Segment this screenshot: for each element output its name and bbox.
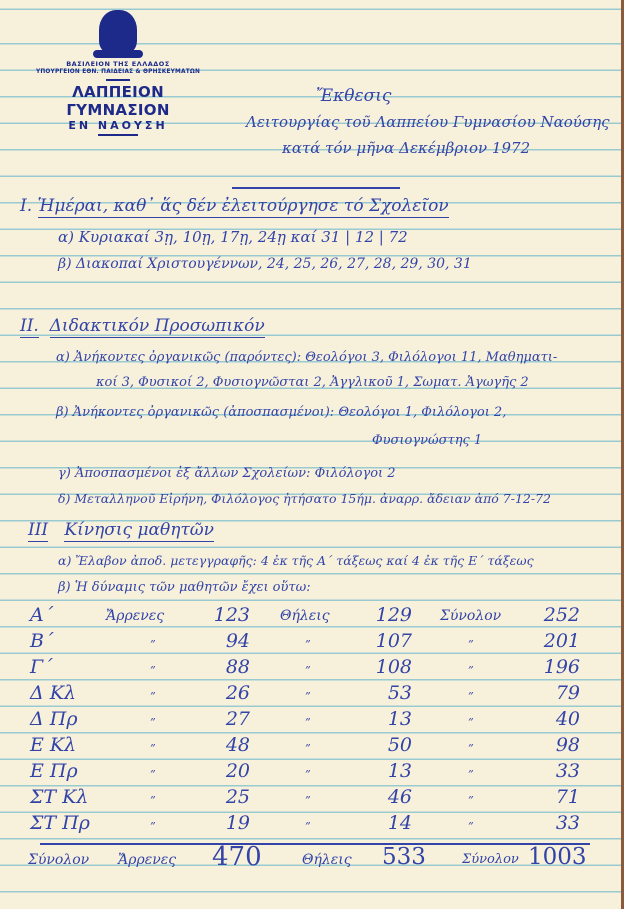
table-cell-total: 196 [543, 656, 580, 678]
letterhead-kingdom: ΒΑΣΙΛΕΙΟΝ ΤΗΣ ΕΛΛΑΔΟΣ [66, 60, 170, 68]
section1-number: I. [20, 196, 33, 216]
ditto-mark: ” [468, 742, 474, 755]
table-cell-total: 79 [555, 682, 580, 704]
totals-girls: 533 [382, 844, 426, 870]
table-cell-boys: 94 [225, 630, 250, 652]
total-label: Σύνολον [440, 608, 502, 624]
ditto-mark: ” [150, 794, 156, 807]
ditto-mark: ” [305, 716, 311, 729]
ditto-mark: ” [305, 794, 311, 807]
section2-title: Διδακτικόν Προσωπικόν [49, 316, 265, 336]
table-cell-total: 201 [543, 630, 580, 652]
letterhead [18, 6, 218, 136]
table-cell-girls: 108 [375, 656, 412, 678]
table-row-class: Γ΄ [30, 656, 53, 678]
totals-boys: 470 [212, 842, 262, 872]
section3-number: III [28, 520, 49, 540]
report-period: κατά τόν μῆνα Δεκέμβριον 1972 [282, 139, 531, 157]
section2-heading [20, 316, 265, 336]
ditto-mark: ” [468, 820, 474, 833]
table-cell-boys: 27 [225, 708, 250, 730]
totals-total-label: Σύνολον [462, 852, 519, 867]
section3-title: Κίνησις μαθητῶν [64, 520, 215, 540]
totals-total: 1003 [528, 844, 587, 870]
section2-item-a-line1: α) Ἀνήκοντες ὀργανικῶς (παρόντες): Θεολόγοι 3, Φιλόλογοι 11, Μαθηματι- [56, 350, 558, 365]
table-cell-boys: 123 [213, 604, 250, 626]
table-cell-girls: 50 [387, 734, 412, 756]
ditto-mark: ” [468, 794, 474, 807]
ditto-mark: ” [468, 664, 474, 677]
table-cell-girls: 129 [375, 604, 412, 626]
section2-item-a-line2: κοί 3, Φυσικοί 2, Φυσιογνῶσται 2, Ἀγγλικοῦ 1, Σωματ. Ἀγωγῆς 2 [96, 375, 529, 390]
table-cell-girls: 13 [387, 708, 412, 730]
table-cell-total: 252 [543, 604, 580, 626]
totals-divider [40, 843, 590, 845]
ditto-mark: ” [468, 768, 474, 781]
report-subtitle: Λειτουργίας τοῦ Λαππείου Γυμνασίου Ναούσης [246, 113, 610, 131]
ditto-mark: ” [150, 638, 156, 651]
section3-item-a: α) Ἔλαβον ἀποδ. μετεγγραφῆς: 4 ἐκ τῆς Α΄ τάξεως καί 4 ἐκ τῆς Ε΄ τάξεως [58, 553, 534, 568]
section1-item-b: β) Διακοπαί Χριστουγέννων, 24, 25, 26, 27, 28, 29, 30, 31 [58, 256, 472, 272]
totals-label: Σύνολον [28, 852, 90, 868]
table-cell-boys: 26 [225, 682, 250, 704]
title-divider [232, 187, 400, 189]
table-cell-total: 33 [555, 760, 580, 782]
section2-item-b-line2: Φυσιογνώστης 1 [372, 433, 483, 448]
table-cell-girls: 46 [387, 786, 412, 808]
ditto-mark: ” [150, 768, 156, 781]
table-row-class: Β΄ [30, 630, 54, 652]
table-cell-boys: 19 [225, 812, 250, 834]
ditto-mark: ” [305, 742, 311, 755]
section3-heading [28, 520, 214, 540]
letterhead-divider [106, 79, 130, 81]
table-cell-boys: 48 [225, 734, 250, 756]
section2-number: II. [20, 316, 39, 336]
table-cell-girls: 14 [387, 812, 412, 834]
letterhead-school: ΛΑΠΠΕΙΟΝ ΓΥΜΝΑΣΙΟΝ [66, 83, 170, 119]
ditto-mark: ” [150, 716, 156, 729]
ditto-mark: ” [150, 664, 156, 677]
letterhead-town-divider [98, 134, 138, 136]
table-cell-total: 40 [555, 708, 580, 730]
totals-boys-label: Ἄρρενες [118, 852, 177, 868]
table-cell-boys: 88 [225, 656, 250, 678]
table-row-class: Δ Πρ [30, 708, 78, 730]
ditto-mark: ” [305, 820, 311, 833]
ditto-mark: ” [305, 638, 311, 651]
section3-item-b: β) Ἡ δύναμις τῶν μαθητῶν ἔχει οὕτω: [58, 580, 311, 595]
section2-item-c: γ) Ἀποσπασμένοι ἐξ ἄλλων Σχολείων: Φιλόλογοι 2 [58, 466, 396, 481]
letterhead-ministry: ΥΠΟΥΡΓΕΙΟΝ ΕΘΝ. ΠΑΙΔΕΙΑΣ & ΘΡΗΣΚΕΥΜΑΤΩΝ [35, 69, 201, 75]
table-cell-girls: 107 [375, 630, 412, 652]
table-cell-total: 71 [555, 786, 580, 808]
totals-girls-label: Θήλεις [302, 852, 352, 868]
section2-item-d: δ) Μεταλληνοῦ Εἰρήνη, Φιλόλογος ἠτήσατο 15ήμ. ἀναρρ. ἄδειαν ἀπό 7-12-72 [58, 491, 552, 506]
ditto-mark: ” [305, 768, 311, 781]
ditto-mark: ” [305, 690, 311, 703]
ditto-mark: ” [468, 690, 474, 703]
ditto-mark: ” [468, 638, 474, 651]
table-row-class: ΣΤ Κλ [30, 786, 89, 808]
ditto-mark: ” [150, 820, 156, 833]
table-cell-total: 33 [555, 812, 580, 834]
table-row-class: ΣΤ Πρ [30, 812, 90, 834]
section1-item-a: α) Κυριακαί 3ῃ, 10ῃ, 17ῃ, 24ῃ καί 31 | 12 | 72 [58, 228, 408, 246]
table-cell-total: 98 [555, 734, 580, 756]
ditto-mark: ” [150, 690, 156, 703]
table-row-class: Ε Πρ [30, 760, 78, 782]
report-title: Ἔκθεσις [316, 86, 392, 106]
table-row-class: Α΄ [30, 604, 54, 626]
table-row-class: Ε Κλ [30, 734, 77, 756]
section1-heading [20, 196, 449, 216]
table-cell-boys: 25 [225, 786, 250, 808]
ditto-mark: ” [150, 742, 156, 755]
table-cell-girls: 13 [387, 760, 412, 782]
section1-title: Ἡμέραι, καθ᾽ ἅς δέν ἐλειτούργησε τό Σχολεῖον [37, 196, 449, 216]
crest-icon [99, 10, 137, 54]
ditto-mark: ” [305, 664, 311, 677]
letterhead-town: ΕΝ ΝΑΟΥΣΗ [68, 119, 168, 132]
table-cell-girls: 53 [387, 682, 412, 704]
section2-item-b-line1: β) Ἀνήκοντες ὀργανικῶς (ἀποσπασμένοι): Θεολόγοι 1, Φιλόλογοι 2, [56, 405, 507, 420]
table-row-class: Δ Κλ [30, 682, 76, 704]
table-cell-boys: 20 [225, 760, 250, 782]
boys-label: Ἄρρενες [106, 608, 165, 624]
ditto-mark: ” [468, 716, 474, 729]
girls-label: Θήλεις [280, 608, 330, 624]
